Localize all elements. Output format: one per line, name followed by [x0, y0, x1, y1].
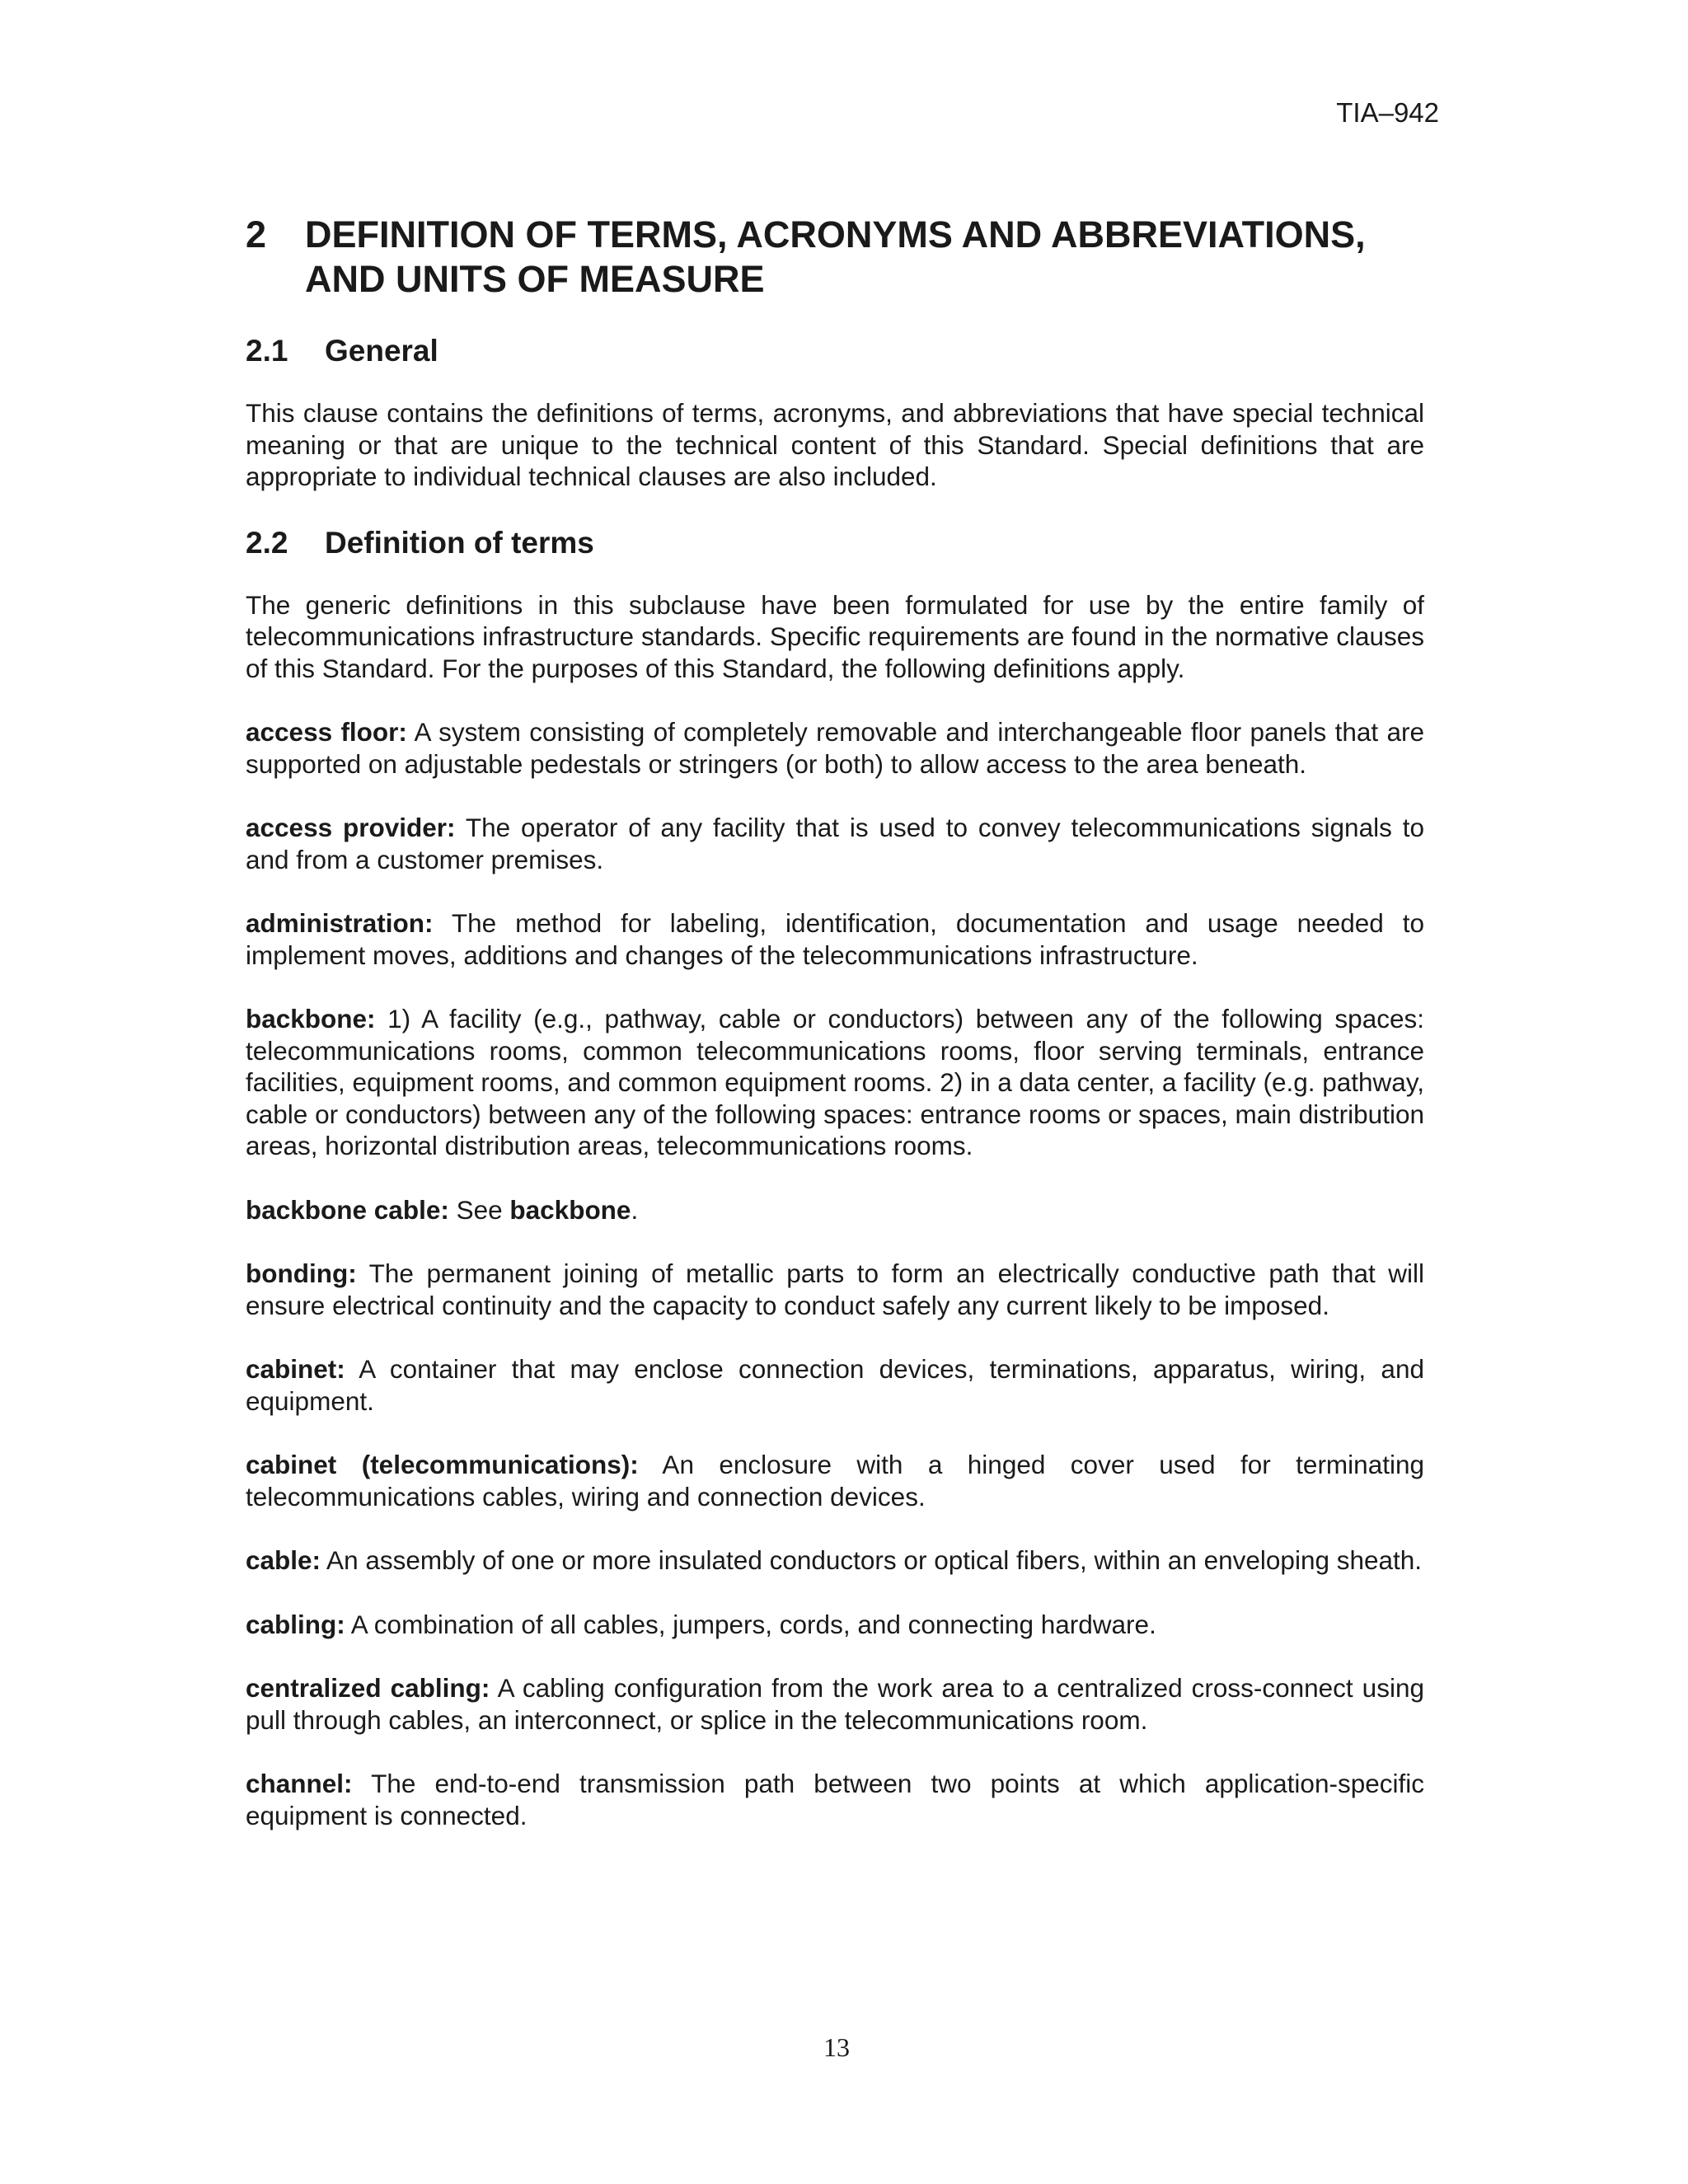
definition-text: A combination of all cables, jumpers, cords, and connecting hardware. — [345, 1609, 1156, 1639]
definition-term: backbone cable: — [246, 1194, 449, 1225]
definition-access-provider — [246, 812, 1424, 875]
definition-cabling — [246, 1609, 1424, 1641]
definition-text: An assembly of one or more insulated conductors or optical fibers, within an enveloping sheath. — [321, 1545, 1423, 1575]
definition-text: An enclosure with a hinged cover used for terminating telecommunications cables, wiring and connection devices. — [246, 1450, 1424, 1511]
section-number: 2.1 — [246, 334, 288, 368]
section-title: General — [325, 334, 438, 368]
definition-text: A system consisting of completely removable and interchangeable floor panels that are supported on adjustable pedestals or stringers (or both) to allow access to the area beneath. — [246, 717, 1424, 779]
section-number: 2.2 — [246, 525, 288, 560]
definition-term: channel: — [246, 1769, 353, 1798]
definition-cable — [246, 1544, 1424, 1577]
definition-term: administration: — [246, 908, 434, 938]
running-header: TIA–942 — [1336, 97, 1439, 128]
definition-term: cable: — [246, 1545, 321, 1575]
definition-text: A container that may enclose connection devices, terminations, apparatus, wiring, and equipment. — [246, 1354, 1424, 1416]
definition-bonding — [246, 1258, 1424, 1321]
general-paragraph: This clause contains the definitions of terms, acronyms, and abbreviations that have special technical meaning or that are unique to the technical content of this Standard. Special definitions that are appropriate to individual technical clauses are also included. — [246, 398, 1424, 491]
definition-administration — [246, 907, 1424, 971]
definition-text: The end-to-end transmission path between two points at which application-specific equipment is connected. — [246, 1769, 1424, 1830]
definition-term: cabinet: — [246, 1354, 345, 1384]
page-content — [246, 213, 1424, 1863]
section-title: Definition of terms — [325, 525, 594, 560]
chapter-title — [246, 213, 1424, 302]
definition-cabinet-telecommunications — [246, 1449, 1424, 1512]
chapter-number: 2 — [246, 213, 267, 255]
terms-intro-paragraph: The generic definitions in this subclause have been formulated for use by the entire family of telecommunications infrastructure standards. Specific requirements are found in the normative clauses of this Standard. For the purposes of this Standard, the following definitions apply. — [246, 589, 1424, 683]
definition-centralized-cabling — [246, 1672, 1424, 1736]
section-heading-terms — [246, 525, 1424, 561]
definition-term: backbone: — [246, 1004, 376, 1033]
definition-backbone-cable — [246, 1194, 1424, 1226]
definition-cabinet — [246, 1353, 1424, 1417]
definition-text: The method for labeling, identification, documentation and usage needed to implement moves, additions and changes of the telecommunications infrastructure. — [246, 908, 1424, 970]
section-heading-general — [246, 333, 1424, 369]
definition-text: The operator of any facility that is used to convey telecommunications signals to and from a customer premises. — [246, 813, 1425, 874]
definition-term: bonding: — [246, 1258, 357, 1288]
chapter-title-text: DEFINITION OF TERMS, ACRONYMS AND ABBREVIATIONS, AND UNITS OF MEASURE — [305, 213, 1366, 300]
page-number: 13 — [823, 2032, 850, 2062]
definition-term: access floor: — [246, 717, 407, 747]
definition-term: cabling: — [246, 1609, 345, 1639]
definition-cross-reference: backbone — [509, 1194, 631, 1225]
definition-term: access provider: — [246, 813, 456, 842]
definition-text: See — [448, 1194, 510, 1225]
definition-channel — [246, 1768, 1424, 1831]
definition-term: centralized cabling: — [246, 1673, 490, 1703]
definition-tail: . — [631, 1194, 639, 1225]
definition-text: 1) A facility (e.g., pathway, cable or conductors) between any of the following spaces: telecommunications rooms, common telecommunications rooms, floor serving terminals, entrance facilities, equipment rooms, and common equipment rooms. 2) in a data center, a facility (e.g. pathway, cable or conductors) between any of the following spaces: entrance rooms or spaces, main distribution areas, horizontal distribution areas, telecommunications rooms. — [246, 1004, 1424, 1160]
definition-term: cabinet (telecommunications): — [246, 1450, 639, 1479]
definition-text: The permanent joining of metallic parts to form an electrically conductive path that will ensure electrical continuity and the capacity to conduct safely any current likely to be imposed. — [246, 1258, 1424, 1320]
definition-text: A cabling configuration from the work area to a centralized cross-connect using pull through cables, an interconnect, or splice in the telecommunications room. — [246, 1673, 1424, 1735]
definition-backbone — [246, 1003, 1424, 1162]
definition-access-floor — [246, 716, 1424, 780]
